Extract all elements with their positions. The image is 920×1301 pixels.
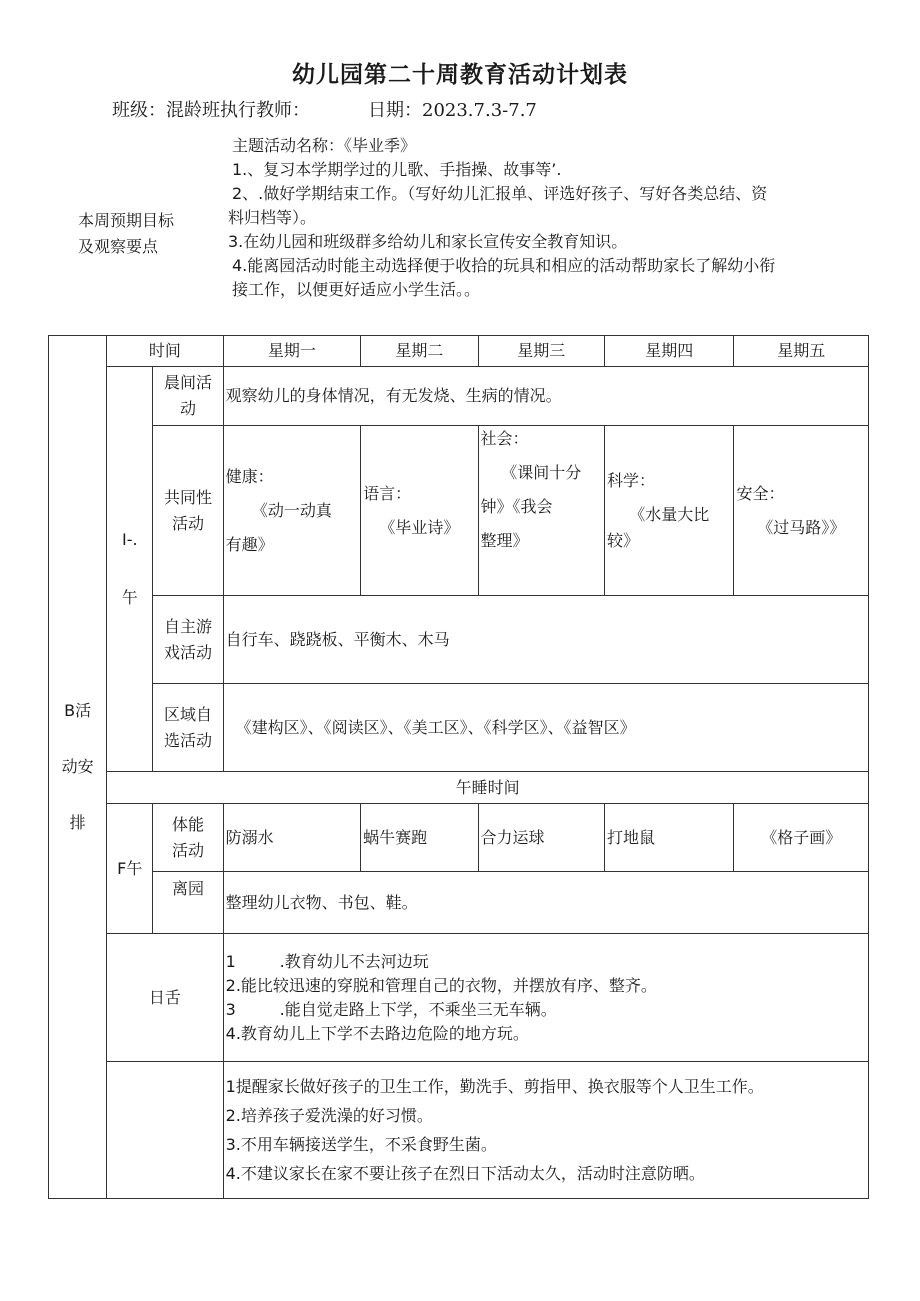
list-item: 3.不用车辆接送学生，不采食野生菌。 xyxy=(225,1134,497,1154)
header-wednesday: 星期三 xyxy=(478,336,604,367)
list-item: 1 .教育幼儿不去河边玩 xyxy=(225,951,429,971)
afternoon-period-label: F午 xyxy=(107,804,153,934)
area-activity-content: 《建构区》、《阅读区》、《美工区》、《科学区》、《益智区》 xyxy=(223,684,868,772)
theme-name: 主题活动名称：《毕业季》 xyxy=(232,136,417,155)
leave-label: 离园 xyxy=(153,872,223,934)
common-wednesday: 社会： 《课间十分 钟》《我会 整理》 xyxy=(478,426,604,596)
free-play-label: 自主游 戏活动 xyxy=(153,596,223,684)
physical-activity-label: 体能 活动 xyxy=(153,804,223,872)
date-label: 日期：2023.7.3-7.7 xyxy=(368,100,537,121)
list-item: 2.能比较迅速的穿脱和管理自己的衣物，并摆放有序、整齐。 xyxy=(225,975,657,995)
list-item: 4.教育幼儿上下学不去路边危险的地方玩。 xyxy=(225,1023,529,1043)
goal-item-1: 1.、复习本学期学过的儿歌、手指操、故事等’. xyxy=(232,160,562,179)
goal-item-2-cont: 料归档等）。 xyxy=(228,208,317,227)
class-info-line xyxy=(112,96,537,122)
common-tuesday: 语言： 《毕业诗》 xyxy=(361,426,478,596)
activity-plan-table xyxy=(48,335,869,1199)
physical-thursday: 打地鼠 xyxy=(605,804,734,872)
goal-item-2: 2、.做好学期结束工作。（写好幼儿汇报单、评选好孩子、写好各类总结、资 xyxy=(232,184,768,203)
goal-item-3: 3.在幼儿园和班级群多给幼儿和家长宣传安全教育知识。 xyxy=(228,232,628,251)
physical-friday: 《格子画》 xyxy=(734,804,869,872)
area-activity-label: 区域自 选活动 xyxy=(153,684,223,772)
parents-work-label xyxy=(107,1062,223,1199)
common-monday: 健康： 《动一动真 有趣》 xyxy=(223,426,361,596)
goals-label: 本周预期目标 及观察要点 xyxy=(78,211,175,256)
header-tuesday: 星期二 xyxy=(361,336,478,367)
activity-arrangement-label: B活 动安 排 xyxy=(49,336,107,1199)
physical-monday: 防溺水 xyxy=(223,804,361,872)
common-friday: 安全： 《过马路》》 xyxy=(734,426,869,596)
morning-period-label: I-. 午 xyxy=(107,367,153,772)
free-play-content: 自行车、跷跷板、平衡木、木马 xyxy=(223,596,868,684)
list-item: 4.不建议家长在家不要让孩子在烈日下活动太久，活动时注意防晒。 xyxy=(225,1163,705,1183)
daily-routine-list xyxy=(223,934,868,1062)
list-item: 1提醒家长做好孩子的卫生工作，勤洗手、剪指甲、换衣服等个人卫生工作。 xyxy=(225,1076,764,1096)
morning-activity-label: 晨间活 动 xyxy=(153,367,223,426)
goal-item-4: 4.能离园活动时能主动选择便于收拾的玩具和相应的活动帮助家长了解幼小衔 xyxy=(232,256,776,275)
physical-tuesday: 蜗牛赛跑 xyxy=(361,804,478,872)
class-teacher-label: 班级：混龄班执行教师： xyxy=(112,100,310,121)
morning-activity-content: 观察幼儿的身体情况，有无发烧、生病的情况。 xyxy=(223,367,868,426)
parents-work-list xyxy=(223,1062,868,1199)
common-thursday: 科学： 《水量大比 较》 xyxy=(605,426,734,596)
leave-content: 整理幼儿衣物、书包、鞋。 xyxy=(223,872,868,934)
goal-item-4-cont: 接工作，以便更好适应小学生活。。 xyxy=(232,280,481,299)
header-time: 时间 xyxy=(107,336,223,367)
list-item: 2.培养孩子爱洗澡的好习惯。 xyxy=(225,1105,433,1125)
header-friday: 星期五 xyxy=(734,336,869,367)
document-title: 幼儿园第二十周教育活动计划表 xyxy=(292,62,628,88)
header-thursday: 星期四 xyxy=(605,336,734,367)
physical-wednesday: 合力运球 xyxy=(478,804,604,872)
daily-routine-label: 日舌 xyxy=(107,934,223,1062)
common-activity-label: 共同性 活动 xyxy=(153,426,223,596)
list-item: 3 .能自觉走路上下学，不乘坐三无车辆。 xyxy=(225,999,557,1019)
goals-list xyxy=(228,134,868,302)
header-monday: 星期一 xyxy=(223,336,361,367)
nap-time-row: 午睡时间 xyxy=(107,772,869,804)
